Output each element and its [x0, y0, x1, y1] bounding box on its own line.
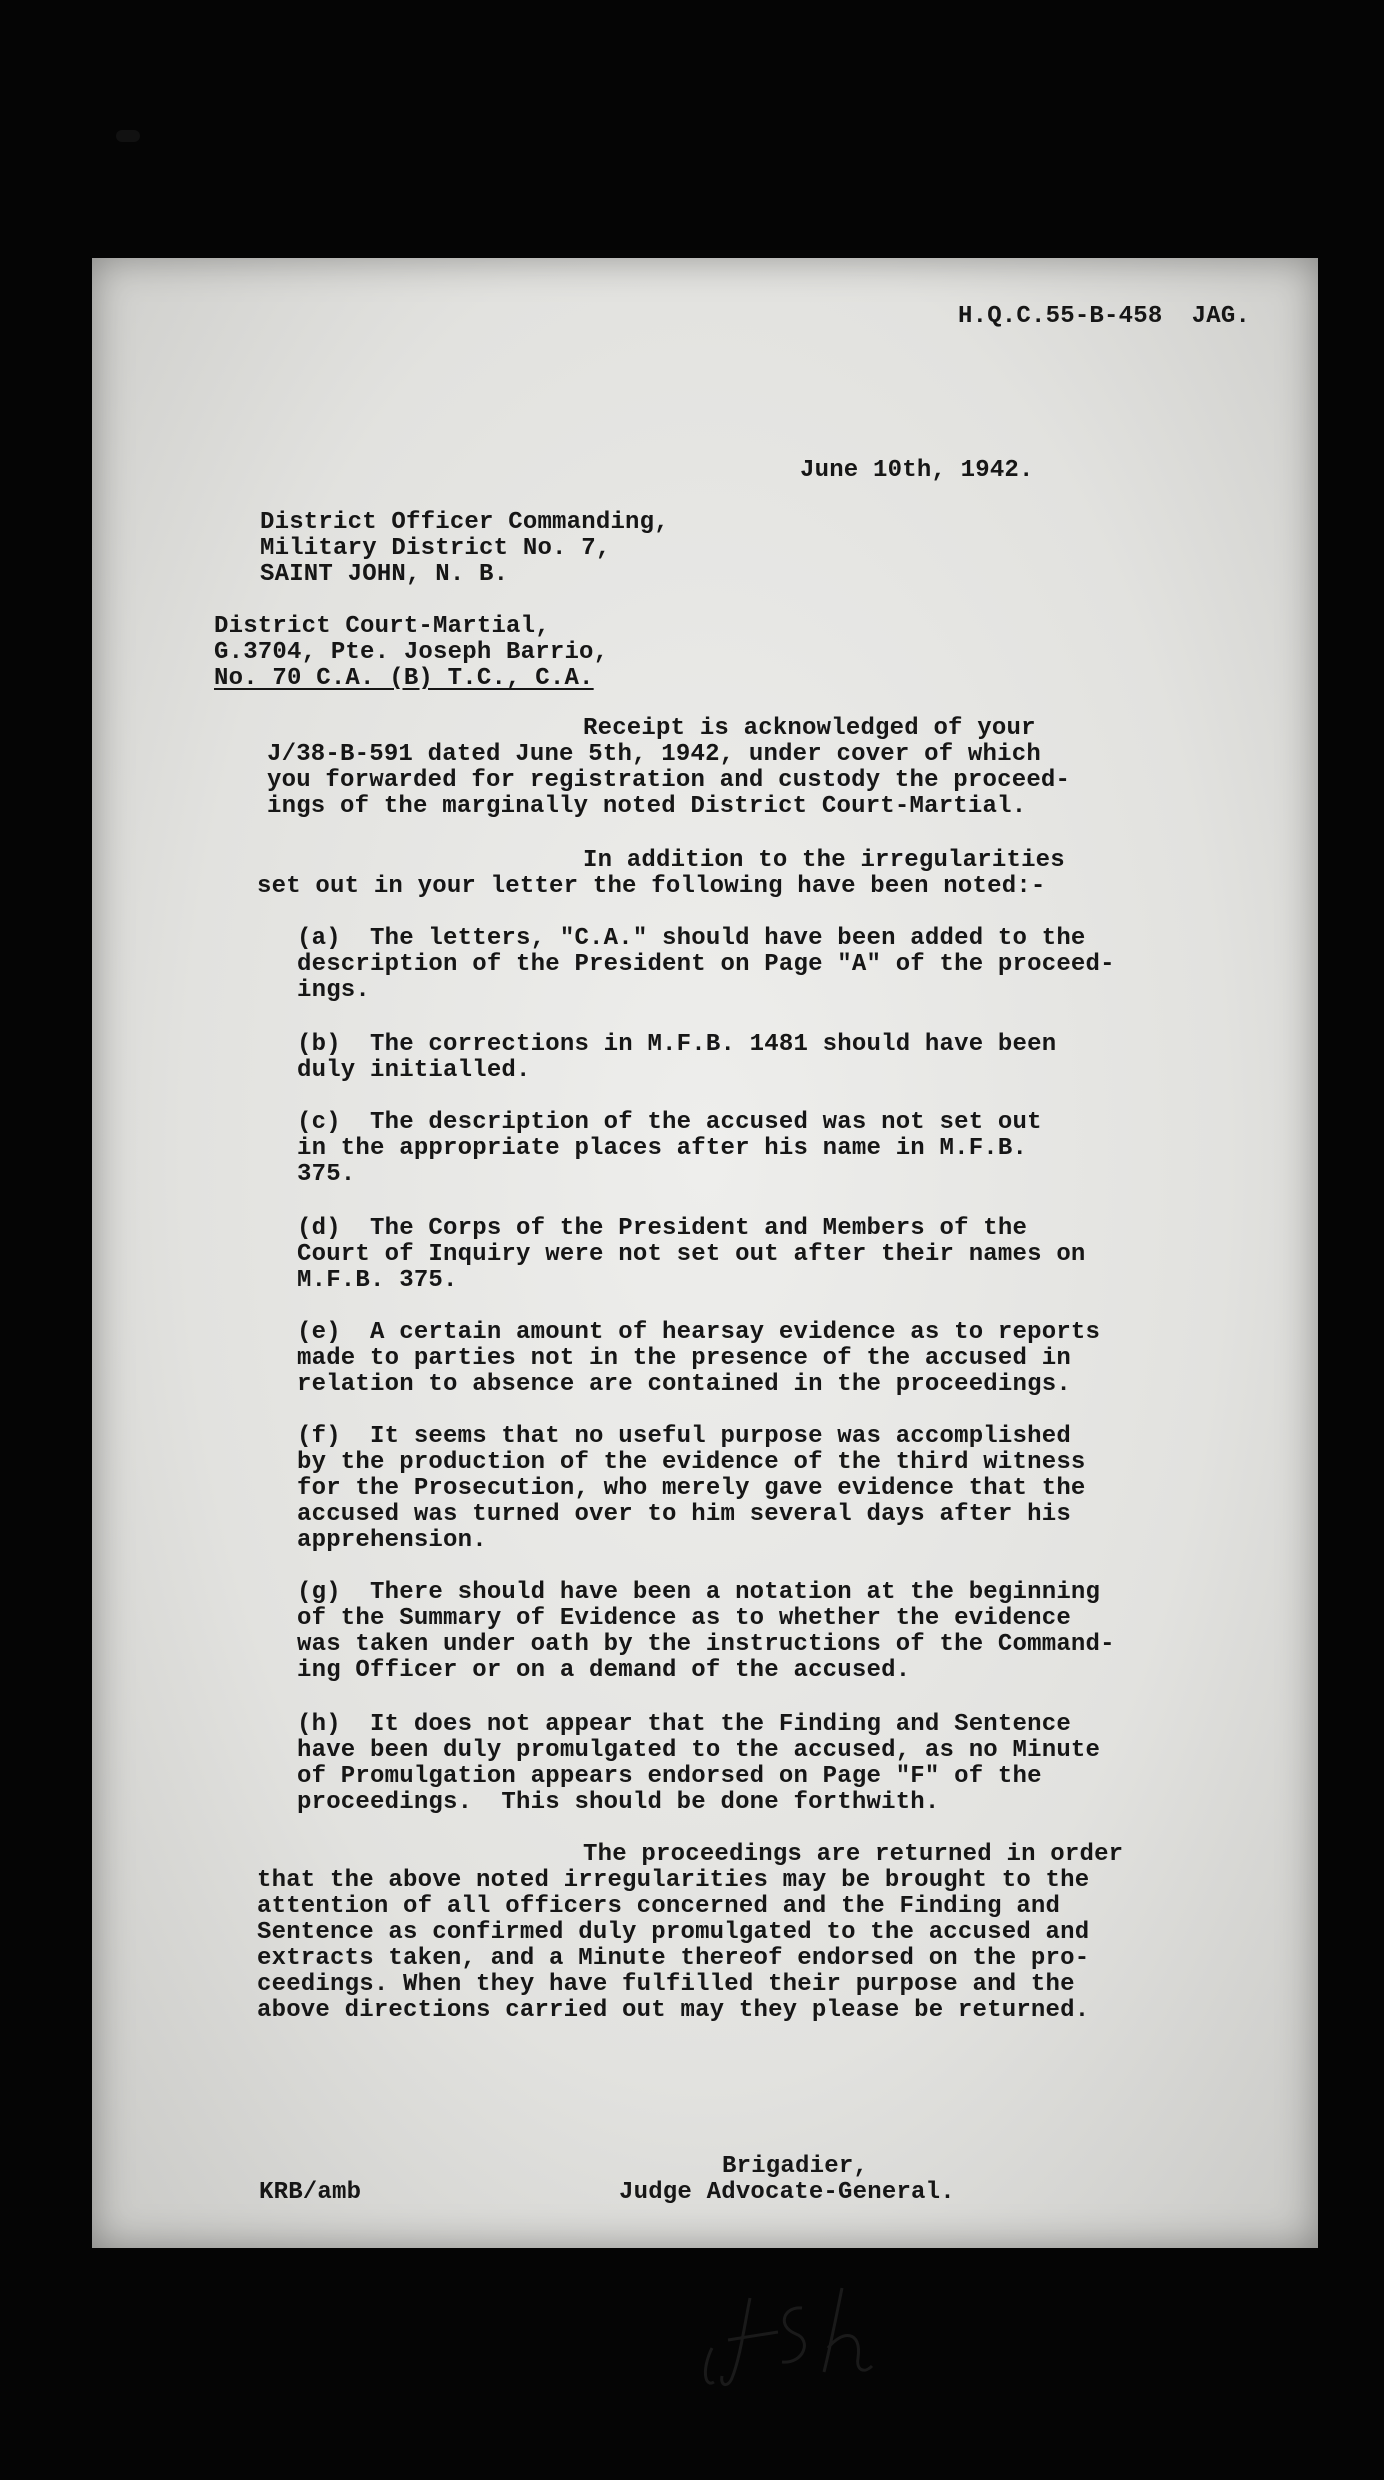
text-line: ings.	[297, 977, 371, 1004]
subject-line: G.3704, Pte. Joseph Barrio,	[214, 639, 609, 666]
subject-line: District Court-Martial,	[214, 613, 550, 640]
letter-page	[92, 258, 1318, 2248]
text-line: ings of the marginally noted District Court-Martial.	[267, 793, 1027, 820]
text-line: in the appropriate places after his name in M.F.B.	[297, 1135, 1028, 1162]
text-line: (a) The letters, "C.A." should have been added to the	[297, 925, 1086, 952]
text-line: The proceedings are returned in order	[583, 1841, 1124, 1868]
text-line: In addition to the irregularities	[583, 847, 1065, 874]
typist-initials: KRB/amb	[259, 2179, 362, 2206]
text-line: ceedings. When they have fulfilled their purpose and the	[257, 1971, 1075, 1998]
ink-mark	[116, 130, 140, 142]
text-line: attention of all officers concerned and the Finding and	[257, 1893, 1061, 1920]
text-line: apprehension.	[297, 1527, 487, 1554]
text-line: Sentence as confirmed duly promulgated to the accused and	[257, 1919, 1090, 1946]
text-line: (f) It seems that no useful purpose was accomplished	[297, 1423, 1071, 1450]
text-line: Court of Inquiry were not set out after their names on	[297, 1241, 1086, 1268]
file-reference: H.Q.C.55-B-458 JAG.	[958, 303, 1251, 330]
text-line: of Promulgation appears endorsed on Page "F" of the	[297, 1763, 1042, 1790]
text-line: that the above noted irregularities may be brought to the	[257, 1867, 1090, 1894]
text-line: (e) A certain amount of hearsay evidence as to reports	[297, 1319, 1101, 1346]
text-line: M.F.B. 375.	[297, 1267, 458, 1294]
addressee-line: SAINT JOHN, N. B.	[260, 561, 509, 588]
text-line: set out in your letter the following have been noted:-	[257, 873, 1046, 900]
text-line: proceedings. This should be done forthwith.	[297, 1789, 940, 1816]
text-line: made to parties not in the presence of the accused in	[297, 1345, 1071, 1372]
text-line: for the Prosecution, who merely gave evidence that the	[297, 1475, 1086, 1502]
text-line: (g) There should have been a notation at the beginning	[297, 1579, 1101, 1606]
text-line: duly initialled.	[297, 1057, 531, 1084]
letter-date: June 10th, 1942.	[800, 457, 1034, 484]
text-line: J/38-B-591 dated June 5th, 1942, under cover of which	[267, 741, 1041, 768]
signatory-title: Brigadier,	[722, 2153, 869, 2180]
text-line: ing Officer or on a demand of the accused.	[297, 1657, 911, 1684]
text-line: you forwarded for registration and custody the proceed-	[267, 767, 1071, 794]
text-line: relation to absence are contained in the proceedings.	[297, 1371, 1071, 1398]
text-line: have been duly promulgated to the accused, as no Minute	[297, 1737, 1101, 1764]
text-line: (c) The description of the accused was not set out	[297, 1109, 1042, 1136]
text-line: (h) It does not appear that the Finding and Sentence	[297, 1711, 1071, 1738]
handwritten-signature	[692, 2278, 912, 2398]
text-line: was taken under oath by the instructions of the Command-	[297, 1631, 1115, 1658]
text-line: extracts taken, and a Minute thereof endorsed on the pro-	[257, 1945, 1090, 1972]
addressee-line: Military District No. 7,	[260, 535, 611, 562]
subject-line: No. 70 C.A. (B) T.C., C.A.	[214, 665, 594, 692]
text-line: (d) The Corps of the President and Members of the	[297, 1215, 1028, 1242]
text-line: (b) The corrections in M.F.B. 1481 should have been	[297, 1031, 1057, 1058]
text-line: above directions carried out may they please be returned.	[257, 1997, 1090, 2024]
text-line: by the production of the evidence of the third witness	[297, 1449, 1086, 1476]
signatory-office: Judge Advocate-General.	[619, 2179, 955, 2206]
text-line: of the Summary of Evidence as to whether the evidence	[297, 1605, 1071, 1632]
text-line: 375.	[297, 1161, 356, 1188]
addressee-line: District Officer Commanding,	[260, 509, 669, 536]
text-line: Receipt is acknowledged of your	[583, 715, 1036, 742]
text-line: description of the President on Page "A" of the proceed-	[297, 951, 1115, 978]
text-line: accused was turned over to him several days after his	[297, 1501, 1071, 1528]
